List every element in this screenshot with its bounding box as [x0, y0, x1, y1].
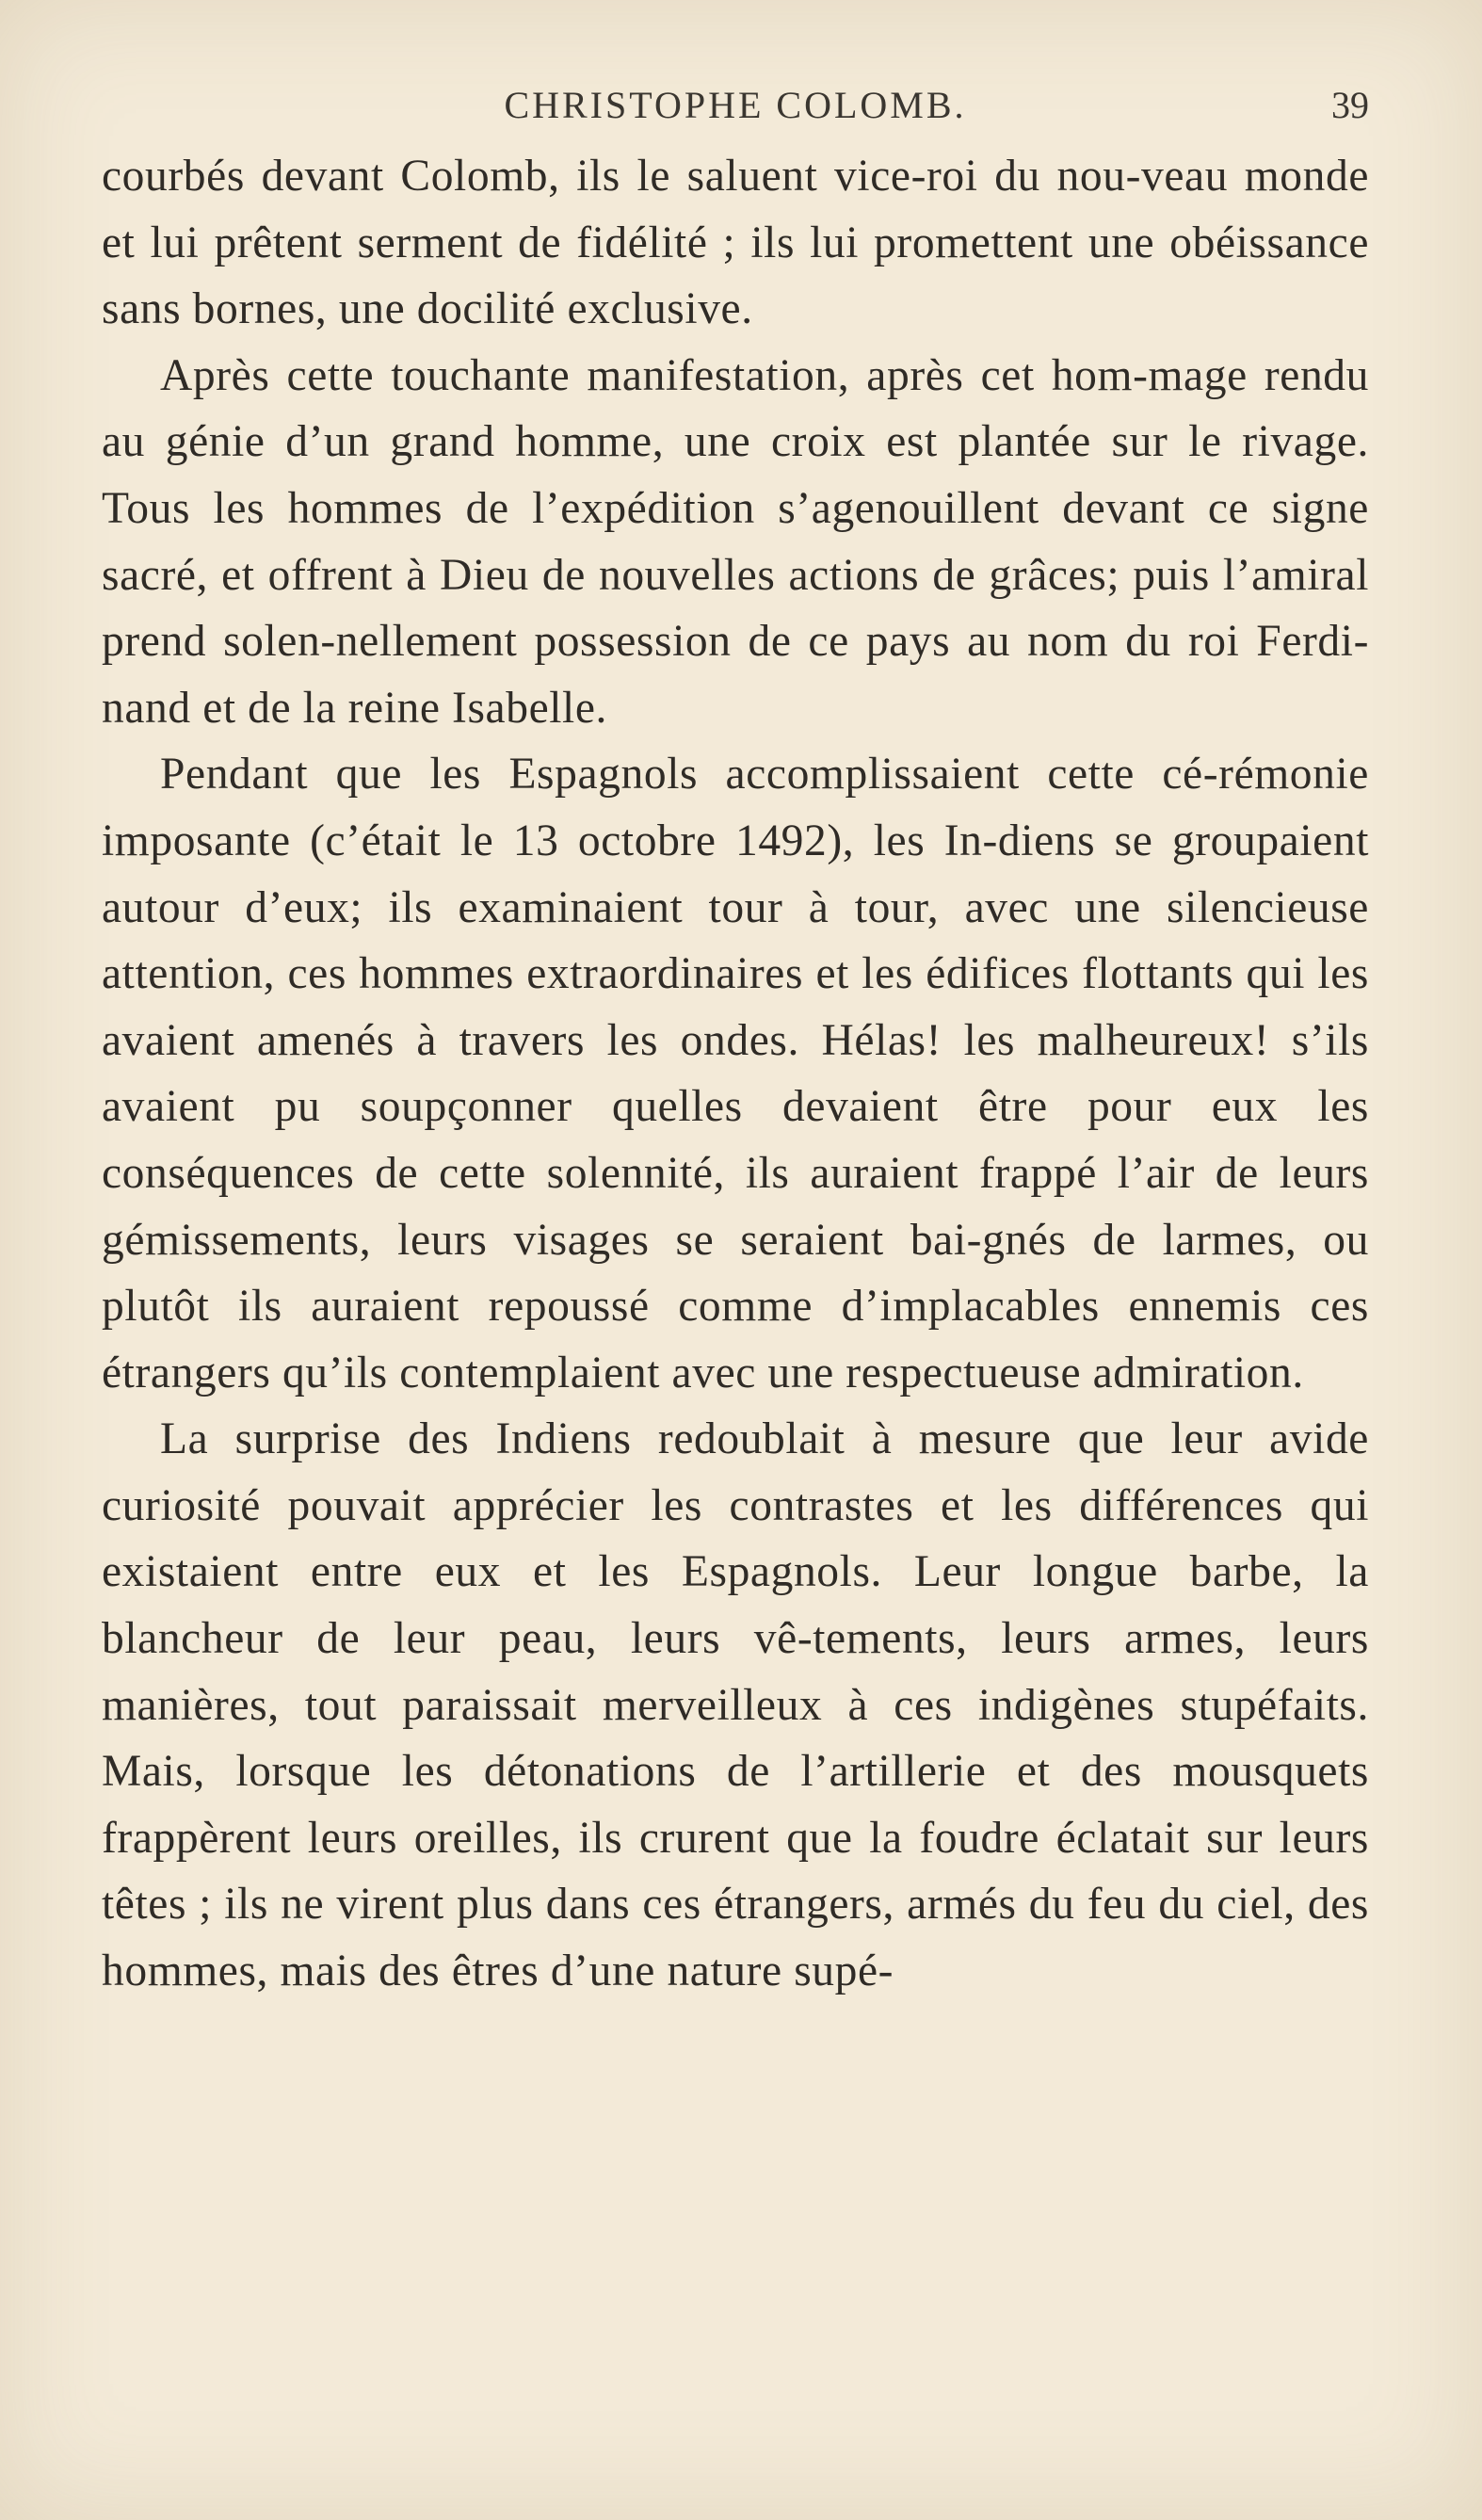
paragraph: Après cette touchante manifestation, après cet hom-mage rendu au génie d’un grand homme, une croix est plantée sur le rivage. Tous les hommes de l’expédition s’agenouillent devant ce signe sacré, et offrent à Dieu de nouvelles actions de grâces; puis l’amiral prend solen-nellement possession de ce pays au nom du roi Ferdi-nand et de la reine Isabelle. [102, 350, 1369, 733]
paragraph: La surprise des Indiens redoublait à mesure que leur avide curiosité pouvait apprécier les contrastes et les différences qui existaient entre eux et les Espagnols. Leur longue barbe, la blancheur de leur peau, leurs vê-tements, leurs armes, leurs manières, tout paraissait merveilleux à ces indigènes stupéfaits. Mais, lorsque les détonations de l’artillerie et des mousquets frappèrent leurs oreilles, ils crurent que la foudre éclatait sur leurs têtes ; ils ne virent plus dans ces étrangers, armés du feu du ciel, des hommes, mais des êtres d’une nature supé- [102, 1414, 1369, 1996]
page-header [102, 83, 1369, 139]
paragraph-continued: courbés devant Colomb, ils le saluent vice-roi du nou-veau monde et lui prêtent serment de fidélité ; ils lui promettent une obéissance sans bornes, une docilité exclusive. [102, 152, 1369, 334]
running-head: CHRISTOPHE COLOMB. [504, 84, 967, 126]
body-text [102, 143, 1369, 2005]
page-number: 39 [1331, 84, 1369, 126]
paragraph: Pendant que les Espagnols accomplissaient cette cé-rémonie imposante (c’était le 13 octobre 1492), les In-diens se groupaient autour d’eux; ils examinaient tour à tour, avec une silencieuse attention, ces hommes extraordinaires et les édifices flottants qui les avaient amenés à travers les ondes. Hélas! les malheureux! s’ils avaient pu soupçonner quelles devaient être pour eux les conséquences de cette solennité, ils auraient frappé l’air de leurs gémissements, leurs visages se seraient bai-gnés de larmes, ou plutôt ils auraient repoussé comme d’implacables ennemis ces étrangers qu’ils contemplaient avec une respectueuse admiration. [102, 750, 1369, 1397]
